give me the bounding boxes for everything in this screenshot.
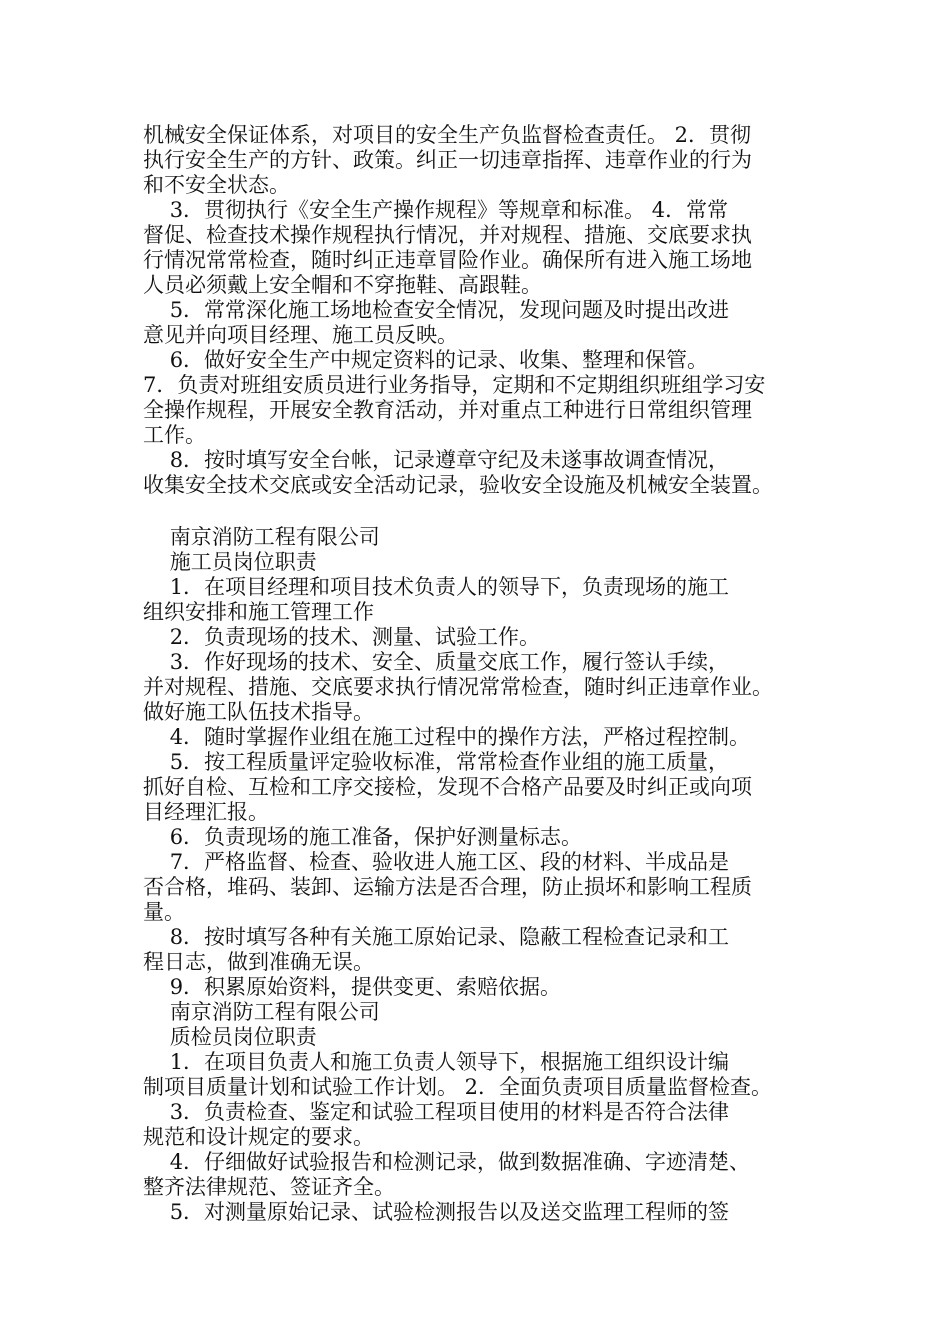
text-line: 目经理汇报。 xyxy=(143,800,269,824)
text-line: 全操作规程，开展安全教育活动，并对重点工种进行日常组织管理 xyxy=(143,398,752,422)
text-line: 3．负责检查、鉴定和试验工程项目使用的材料是否符合法律 xyxy=(143,1100,730,1124)
text-line: 量。 xyxy=(143,900,185,924)
text-line: 做好施工队伍技术指导。 xyxy=(143,700,374,724)
text-line: 组织安排和施工管理工作 xyxy=(143,600,374,624)
text-line xyxy=(143,498,813,525)
text-line: 工作。 xyxy=(143,423,206,447)
text-line: 5．对测量原始记录、试验检测报告以及送交监理工程师的签 xyxy=(143,1200,730,1224)
text-line: 人员必须戴上安全帽和不穿拖鞋、高跟鞋。 xyxy=(143,273,542,297)
text-line: 行情况常常检查，随时纠正违章冒险作业。确保所有进入施工场地 xyxy=(143,248,752,272)
text-line: 督促、检查技术操作规程执行情况，并对规程、措施、交底要求执 xyxy=(143,223,752,247)
text-line: 4．仔细做好试验报告和检测记录，做到数据准确、字迹清楚、 xyxy=(143,1150,751,1174)
text-line: 程日志，做到准确无误。 xyxy=(143,950,374,974)
text-line: 1．在项目经理和项目技术负责人的领导下，负责现场的施工 xyxy=(143,575,730,599)
text-line: 3．贯彻执行《安全生产操作规程》等规章和标准。 4．常常 xyxy=(143,198,729,222)
text-line: 南京消防工程有限公司 xyxy=(143,1000,380,1024)
text-line: 6．做好安全生产中规定资料的记录、收集、整理和保管。 xyxy=(143,348,709,372)
text-line: 收集安全技术交底或安全活动记录，验收安全设施及机械安全装置。 xyxy=(143,473,773,497)
text-line: 1．在项目负责人和施工负责人领导下，根据施工组织设计编 xyxy=(143,1050,730,1074)
text-line: 施工员岗位职责 xyxy=(143,550,317,574)
text-line: 6．负责现场的施工准备，保护好测量标志。 xyxy=(143,825,583,849)
text-line: 否合格，堆码、装卸、运输方法是否合理，防止损坏和影响工程质 xyxy=(143,875,752,899)
text-line: 抓好自检、互检和工序交接检，发现不合格产品要及时纠正或向项 xyxy=(143,775,752,799)
text-line: 并对规程、措施、交底要求执行情况常常检查，随时纠正违章作业。 xyxy=(143,675,773,699)
text-line: 5．按工程质量评定验收标准，常常检查作业组的施工质量， xyxy=(143,750,730,774)
text-line: 南京消防工程有限公司 xyxy=(143,525,380,549)
text-line: 7．负责对班组安质员进行业务指导，定期和不定期组织班组学习安 xyxy=(143,373,766,397)
text-line: 3．作好现场的技术、安全、质量交底工作，履行签认手续， xyxy=(143,650,730,674)
text-line: 机械安全保证体系，对项目的安全生产负监督检查责任。 2．贯彻 xyxy=(143,123,752,147)
document-body xyxy=(143,123,813,1225)
text-line: 规范和设计规定的要求。 xyxy=(143,1125,374,1149)
text-line: 和不安全状态。 xyxy=(143,173,290,197)
text-line: 整齐法律规范、签证齐全。 xyxy=(143,1175,395,1199)
text-line: 2．负责现场的技术、测量、试验工作。 xyxy=(143,625,541,649)
text-line: 7．严格监督、检查、验收进人施工区、段的材料、半成品是 xyxy=(143,850,730,874)
text-line: 9．积累原始资料，提供变更、索赔依据。 xyxy=(143,975,562,999)
text-line: 制项目质量计划和试验工作计划。 2．全面负责项目质量监督检查。 xyxy=(143,1075,773,1099)
text-line: 意见并向项目经理、施工员反映。 xyxy=(143,323,458,347)
text-line: 8．按时填写安全台帐，记录遵章守纪及未遂事故调查情况， xyxy=(143,448,730,472)
text-line: 8．按时填写各种有关施工原始记录、隐蔽工程检查记录和工 xyxy=(143,925,730,949)
text-line: 执行安全生产的方针、政策。纠正一切违章指挥、违章作业的行为 xyxy=(143,148,752,172)
text-line: 4．随时掌握作业组在施工过程中的操作方法，严格过程控制。 xyxy=(143,725,751,749)
text-line: 5．常常深化施工场地检查安全情况，发现问题及时提出改进 xyxy=(143,298,730,322)
text-line: 质检员岗位职责 xyxy=(143,1025,317,1049)
